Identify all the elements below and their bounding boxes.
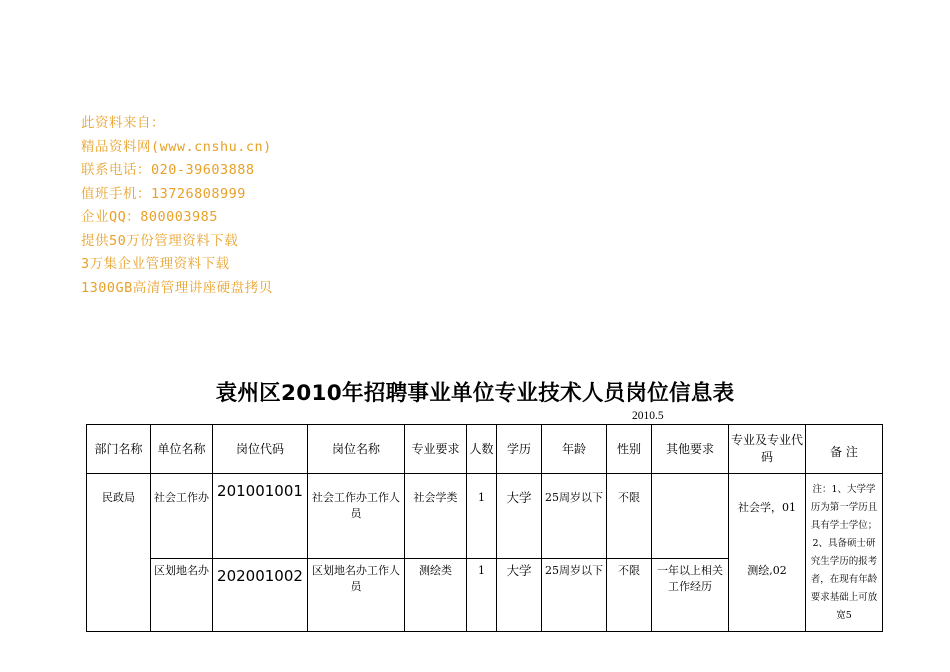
cell-major-code <box>729 474 806 559</box>
header-edu: 学历 <box>497 425 542 474</box>
header-age: 年龄 <box>542 425 607 474</box>
cell-dept <box>87 559 151 632</box>
cell-other: 一年以上相关工作经历 <box>652 559 729 632</box>
cell-edu: 大学 <box>497 559 542 632</box>
promo-line-source: 此资料来自： <box>81 115 165 131</box>
cell-gender: 不限 <box>607 559 652 632</box>
promo-line-mobile: 值班手机：13726808999 <box>81 185 246 202</box>
cell-post: 社会工作办工作人员 <box>308 474 405 559</box>
cell-gender: 不限 <box>607 474 652 559</box>
promo-line-lectures: 1300GB高清管理讲座硬盘拷贝 <box>81 279 273 296</box>
promo-line-qq: 企业QQ：800003985 <box>81 209 218 225</box>
header-remark: 备 注 <box>806 425 883 474</box>
header-major-code: 专业及专业代码 <box>729 425 806 474</box>
promo-line-website[interactable]: 精品资料网(www.cnshu.cn) <box>81 138 272 155</box>
header-other: 其他要求 <box>652 425 729 474</box>
header-major-req: 专业要求 <box>405 425 467 474</box>
job-info-table <box>86 424 883 632</box>
cell-count: 1 <box>467 474 497 559</box>
cell-unit: 社会工作办 <box>151 474 213 559</box>
page-title: 袁州区2010年招聘事业单位专业技术人员岗位信息表 <box>215 381 735 406</box>
promo-block <box>81 112 273 300</box>
cell-unit: 区划地名办 <box>151 559 213 632</box>
promo-line-downloads: 提供50万份管理资料下载 <box>81 232 239 249</box>
header-post: 岗位名称 <box>308 425 405 474</box>
cell-count: 1 <box>467 559 497 632</box>
major-code-2: 测绘,02 <box>747 563 787 577</box>
promo-line-phone: 联系电话：020-39603888 <box>81 162 255 178</box>
promo-line-episodes: 3万集企业管理资料下载 <box>81 256 230 272</box>
cell-major-req: 社会学类 <box>405 474 467 559</box>
table-row <box>87 474 883 559</box>
cell-dept: 民政局 <box>87 474 151 559</box>
table-row <box>87 559 883 632</box>
header-code: 岗位代码 <box>213 425 308 474</box>
cell-age: 25周岁以下 <box>542 474 607 559</box>
header-unit: 单位名称 <box>151 425 213 474</box>
header-gender: 性别 <box>607 425 652 474</box>
header-dept: 部门名称 <box>87 425 151 474</box>
cell-major-code <box>729 559 806 632</box>
table-header-row <box>87 425 883 474</box>
header-count: 人数 <box>467 425 497 474</box>
document-date: 2010.5 <box>632 410 664 422</box>
cell-age: 25周岁以下 <box>542 559 607 632</box>
cell-post: 区划地名办工作人员 <box>308 559 405 632</box>
major-code-1: 社会学，01 <box>738 501 796 514</box>
cell-remark: 注：1、大学学历为第一学历且具有学士学位；2、具备硕士研究生学历的报考者，在现有年龄要求基础上可放宽5 <box>806 474 883 632</box>
cell-major-req: 测绘类 <box>405 559 467 632</box>
cell-code: 202001002 <box>213 559 308 632</box>
cell-other <box>652 474 729 559</box>
cell-edu: 大学 <box>497 474 542 559</box>
cell-code: 201001001 <box>213 474 308 559</box>
